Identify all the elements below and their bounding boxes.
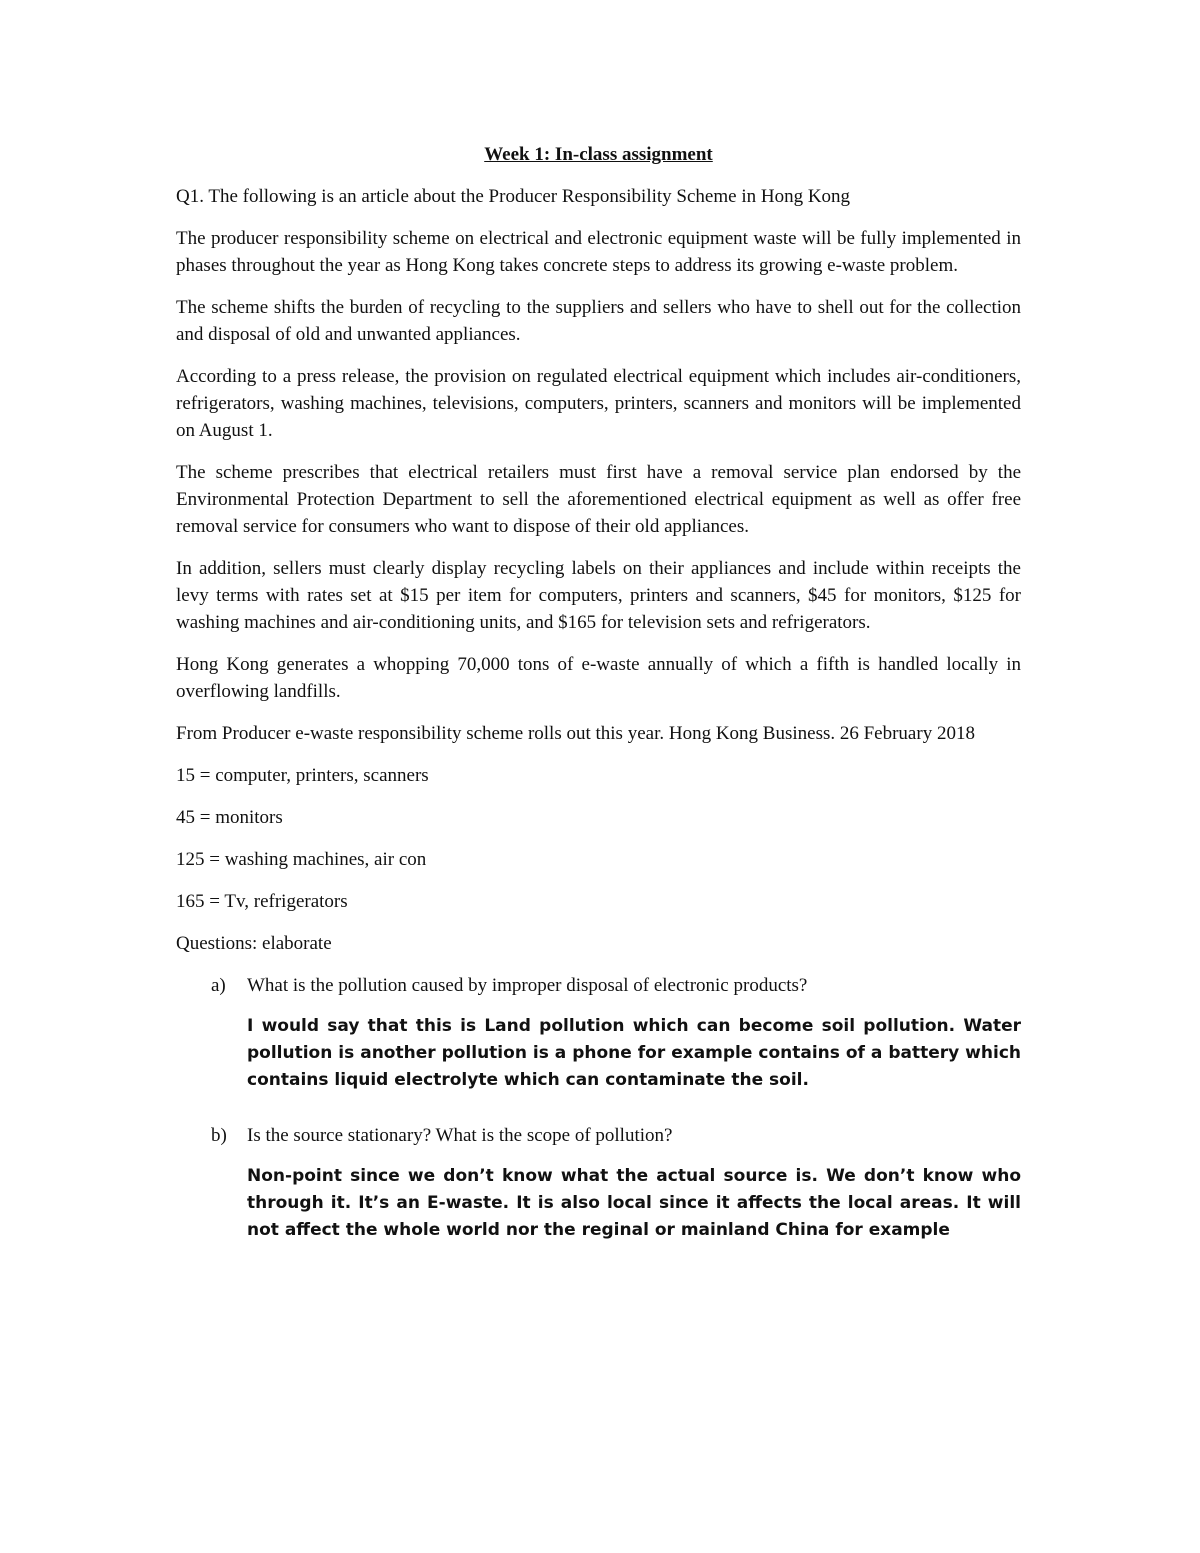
article-paragraph: In addition, sellers must clearly display recycling labels on their appliances and include within receipts the levy terms with rates set at $15 per item for computers, printers and scanners, $45 for monitors, $125 for washing machines and air-conditioning units, and $165 for television sets and refrigerators.	[176, 558, 1021, 633]
question-item-b	[176, 1122, 1021, 1244]
article-paragraph: The scheme shifts the burden of recycling to the suppliers and sellers who have to shell out for the collection and disposal of old and unwanted appliances.	[176, 297, 1021, 345]
document-body	[176, 141, 1021, 1272]
question-marker: b)	[211, 1125, 227, 1146]
question-item-a	[176, 972, 1021, 1094]
intro-line: Q1. The following is an article about the Producer Responsibility Scheme in Hong Kong	[176, 186, 851, 207]
question-text: Is the source stationary? What is the scope of pollution?	[247, 1125, 673, 1146]
article-paragraph: According to a press release, the provision on regulated electrical equipment which includes air-conditioners, refrigerators, washing machines, televisions, computers, printers, scanners and monitors will be implemented on August 1.	[176, 366, 1021, 441]
price-note: 125 = washing machines, air con	[176, 849, 427, 870]
price-note: 45 = monitors	[176, 807, 283, 828]
answer-text: I would say that this is Land pollution which can become soil pollution. Water pollution is another pollution is a phone for example contains of a battery which contains liquid electrolyte which can contaminate the soil.	[247, 1016, 1021, 1090]
questions-heading: Questions: elaborate	[176, 933, 332, 954]
article-paragraph: The scheme prescribes that electrical retailers must first have a removal service plan endorsed by the Environmental Protection Department to sell the aforementioned electrical equipment as well as offer free removal service for consumers who want to dispose of their old appliances.	[176, 462, 1021, 537]
answer-text: Non-point since we don’t know what the actual source is. We don’t know who through it. It’s an E-waste. It is also local since it affects the local areas. It will not affect the whole world nor the reginal or mainland China for example	[247, 1166, 1021, 1240]
article-paragraph: The producer responsibility scheme on electrical and electronic equipment waste will be fully implemented in phases throughout the year as Hong Kong takes concrete steps to address its growing e-waste problem.	[176, 228, 1021, 276]
page-title: Week 1: In-class assignment	[484, 144, 713, 165]
article-paragraph: Hong Kong generates a whopping 70,000 tons of e-waste annually of which a fifth is handled locally in overflowing landfills.	[176, 654, 1021, 702]
article-citation: From Producer e-waste responsibility scheme rolls out this year. Hong Kong Business. 26 February 2018	[176, 723, 975, 744]
question-text: What is the pollution caused by improper disposal of electronic products?	[247, 975, 808, 996]
price-note: 165 = Tv, refrigerators	[176, 891, 348, 912]
question-marker: a)	[211, 975, 226, 996]
price-note: 15 = computer, printers, scanners	[176, 765, 429, 786]
